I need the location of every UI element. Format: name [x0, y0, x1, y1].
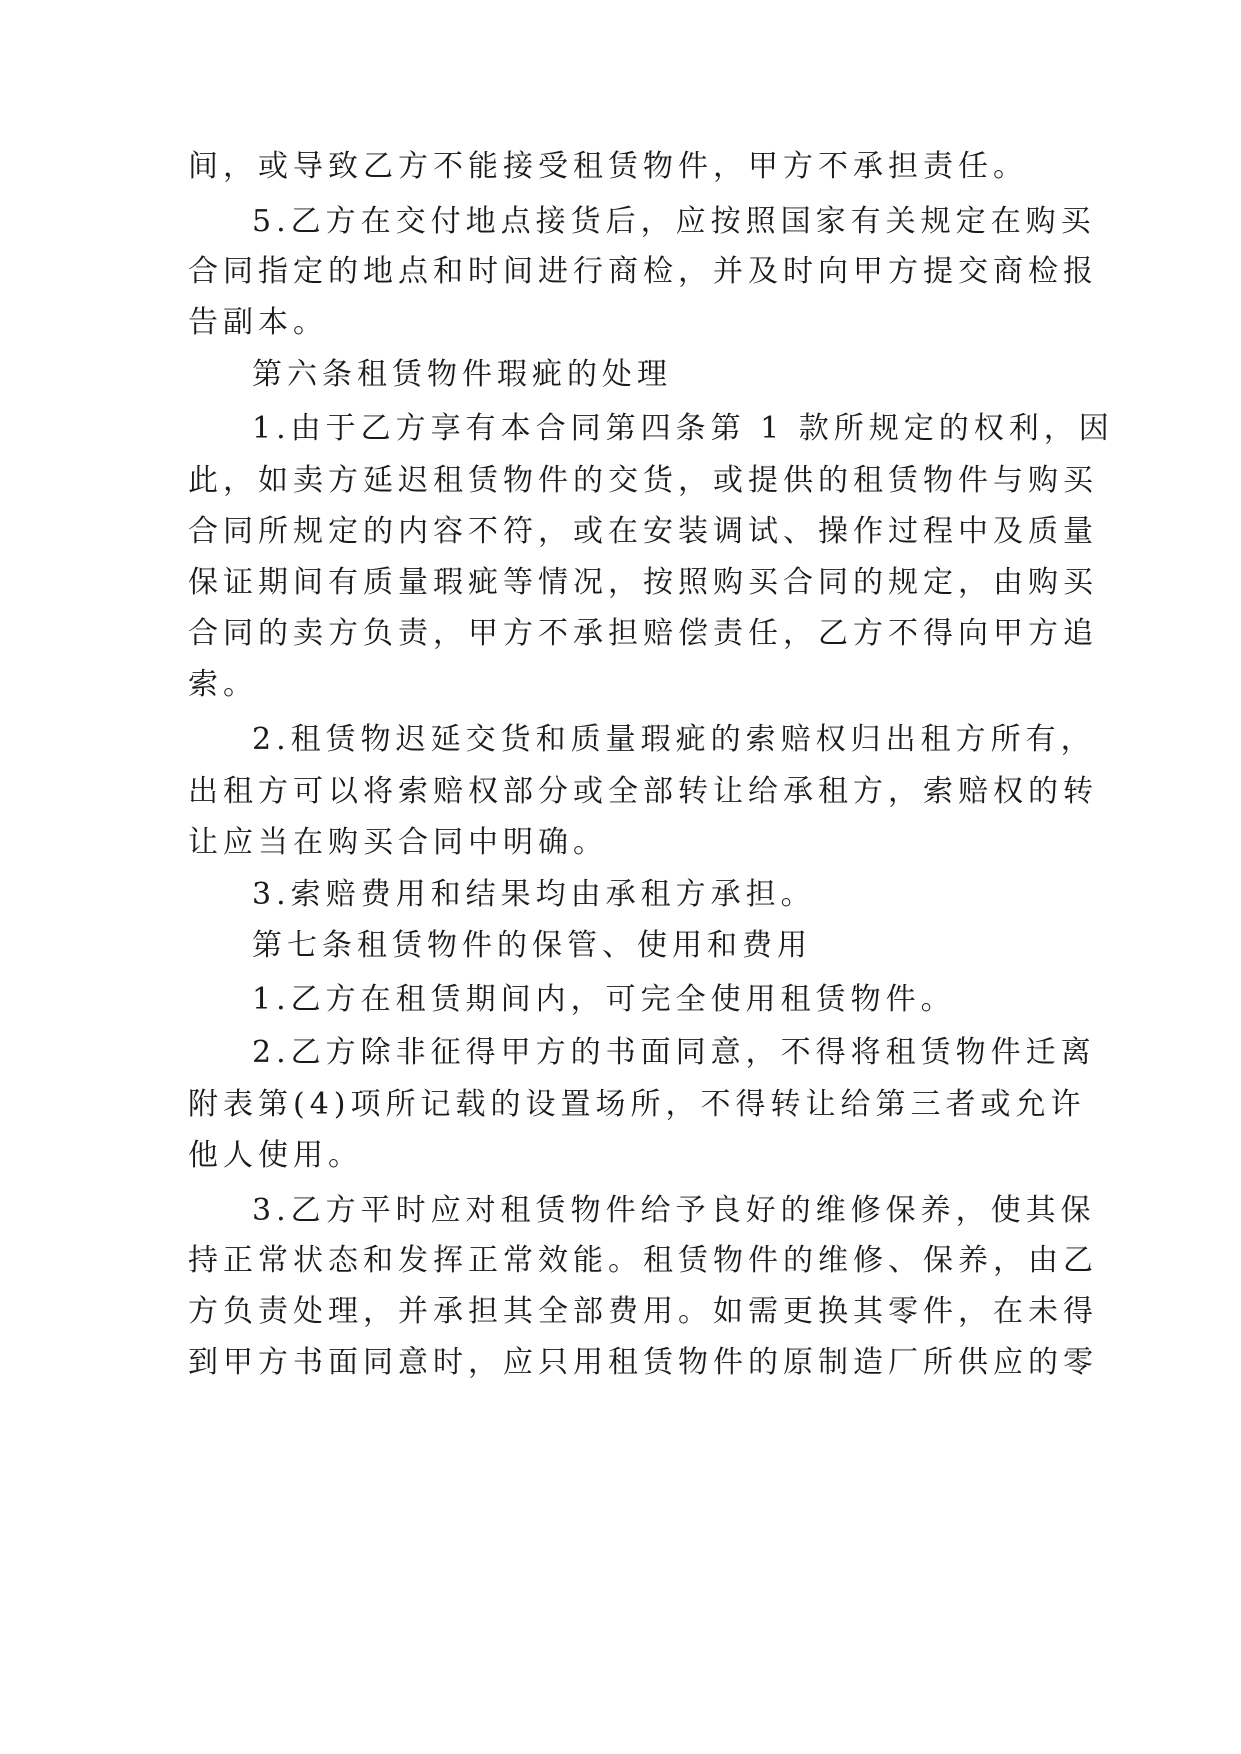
- section-heading: 第七条租赁物件的保管、使用和费用: [252, 928, 812, 963]
- text-line: 合同指定的地点和时间进行商检，并及时向甲方提交商检报: [188, 254, 1098, 289]
- text-line: 此，如卖方延迟租赁物件的交货，或提供的租赁物件与购买: [188, 463, 1098, 498]
- text-line: 附表第(4)项所记载的设置场所，不得转让给第三者或允许: [188, 1087, 1086, 1122]
- text-line: 合同的卖方负责，甲方不承担赔偿责任，乙方不得向甲方追: [188, 616, 1098, 651]
- text-line: 索。: [188, 667, 258, 702]
- text-line: 保证期间有质量瑕疵等情况，按照购买合同的规定，由购买: [188, 565, 1098, 600]
- text-line: 2.租赁物迟延交货和质量瑕疵的索赔权归出租方所有，: [252, 722, 1096, 757]
- text-line: 告副本。: [188, 305, 328, 340]
- text-line: 1.由于乙方享有本合同第四条第 1 款所规定的权利，因: [252, 411, 1114, 446]
- text-line: 方负责处理，并承担其全部费用。如需更换其零件，在未得: [188, 1294, 1098, 1329]
- text-line: 3.乙方平时应对租赁物件给予良好的维修保养，使其保: [252, 1193, 1096, 1228]
- text-line: 让应当在购买合同中明确。: [188, 825, 608, 860]
- section-heading: 第六条租赁物件瑕疵的处理: [252, 357, 672, 392]
- text-line: 2.乙方除非征得甲方的书面同意，不得将租赁物件迁离: [252, 1035, 1096, 1070]
- text-line: 3.索赔费用和结果均由承租方承担。: [252, 877, 816, 912]
- text-line: 出租方可以将索赔权部分或全部转让给承租方，索赔权的转: [188, 774, 1098, 809]
- text-line: 1.乙方在租赁期间内，可完全使用租赁物件。: [252, 982, 956, 1017]
- text-line: 到甲方书面同意时，应只用租赁物件的原制造厂所供应的零: [188, 1345, 1098, 1380]
- text-line: 他人使用。: [188, 1138, 363, 1173]
- text-line: 5.乙方在交付地点接货后，应按照国家有关规定在购买: [252, 204, 1096, 239]
- text-line: 持正常状态和发挥正常效能。租赁物件的维修、保养，由乙: [188, 1243, 1098, 1278]
- text-line: 间，或导致乙方不能接受租赁物件，甲方不承担责任。: [188, 149, 1028, 184]
- text-line: 合同所规定的内容不符，或在安装调试、操作过程中及质量: [188, 514, 1098, 549]
